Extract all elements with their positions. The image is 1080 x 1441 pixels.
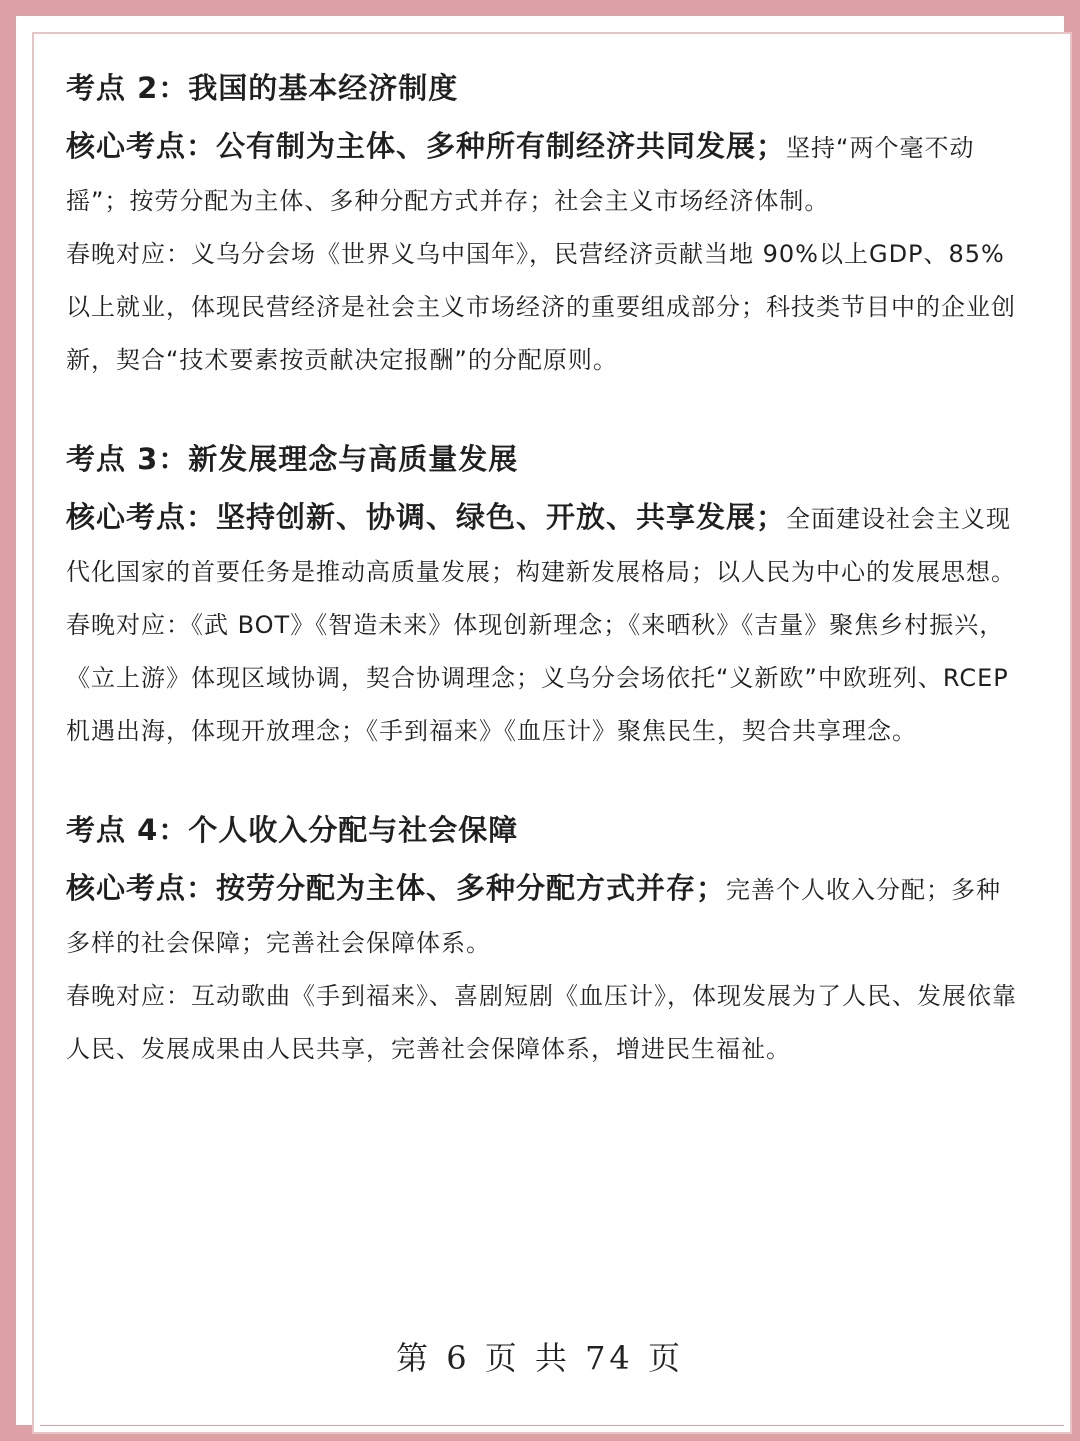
core-points-rest: 坚持“两个毫不动摇”；按劳分配为主体、多种分配方式并存；社会主义市场经济体制。 (66, 134, 975, 215)
page-number-footer: 第 6 页 共 74 页 (396, 1339, 684, 1377)
core-points-label: 核心考点： (66, 500, 217, 534)
core-points-bold: 坚持创新、协调、绿色、开放、共享发展； (216, 500, 787, 534)
core-points-bold: 按劳分配为主体、多种分配方式并存； (216, 871, 727, 905)
section-title: 考点 4：个人收入分配与社会保障 (66, 813, 519, 847)
section-point-4 (66, 804, 1026, 1076)
core-points-rest: 全面建设社会主义现代化国家的首要任务是推动高质量发展；构建新发展格局；以人民为中心的发展思想。 (66, 505, 1016, 586)
section-point-3 (66, 433, 1026, 758)
gala-paragraph: 春晚对应：《武 BOT》《智造未来》体现创新理念；《来晒秋》《吉量》聚焦乡村振兴，《立上游》体现区域协调，契合协调理念；义乌分会场依托“义新欧”中欧班列、RCEP 机遇出海，体现开放理念；《手到福来》《血压计》聚焦民生，契合共享理念。 (66, 611, 1009, 745)
section-title: 考点 2：我国的基本经济制度 (66, 71, 459, 105)
gala-paragraph: 春晚对应：互动歌曲《手到福来》、喜剧短剧《血压计》，体现发展为了人民、发展依靠人民、发展成果由人民共享，完善社会保障体系，增进民生福祉。 (66, 982, 1017, 1063)
core-points-paragraph (66, 491, 1026, 599)
core-points-label: 核心考点： (66, 871, 217, 905)
document-content (66, 62, 1026, 1122)
core-points-bold: 公有制为主体、多种所有制经济共同发展； (216, 129, 787, 163)
core-points-label: 核心考点： (66, 129, 217, 163)
section-title: 考点 3：新发展理念与高质量发展 (66, 442, 519, 476)
gala-paragraph: 春晚对应：义乌分会场《世界义乌中国年》，民营经济贡献当地 90%以上GDP、85%以上就业，体现民营经济是社会主义市场经济的重要组成部分；科技类节目中的企业创新，契合“技术要素按贡献决定报酬”的分配原则。 (66, 240, 1016, 374)
core-points-paragraph (66, 120, 1026, 228)
core-points-rest: 完善个人收入分配；多种多样的社会保障；完善社会保障体系。 (66, 876, 1002, 957)
section-point-2 (66, 62, 1026, 387)
core-points-paragraph (66, 862, 1026, 970)
